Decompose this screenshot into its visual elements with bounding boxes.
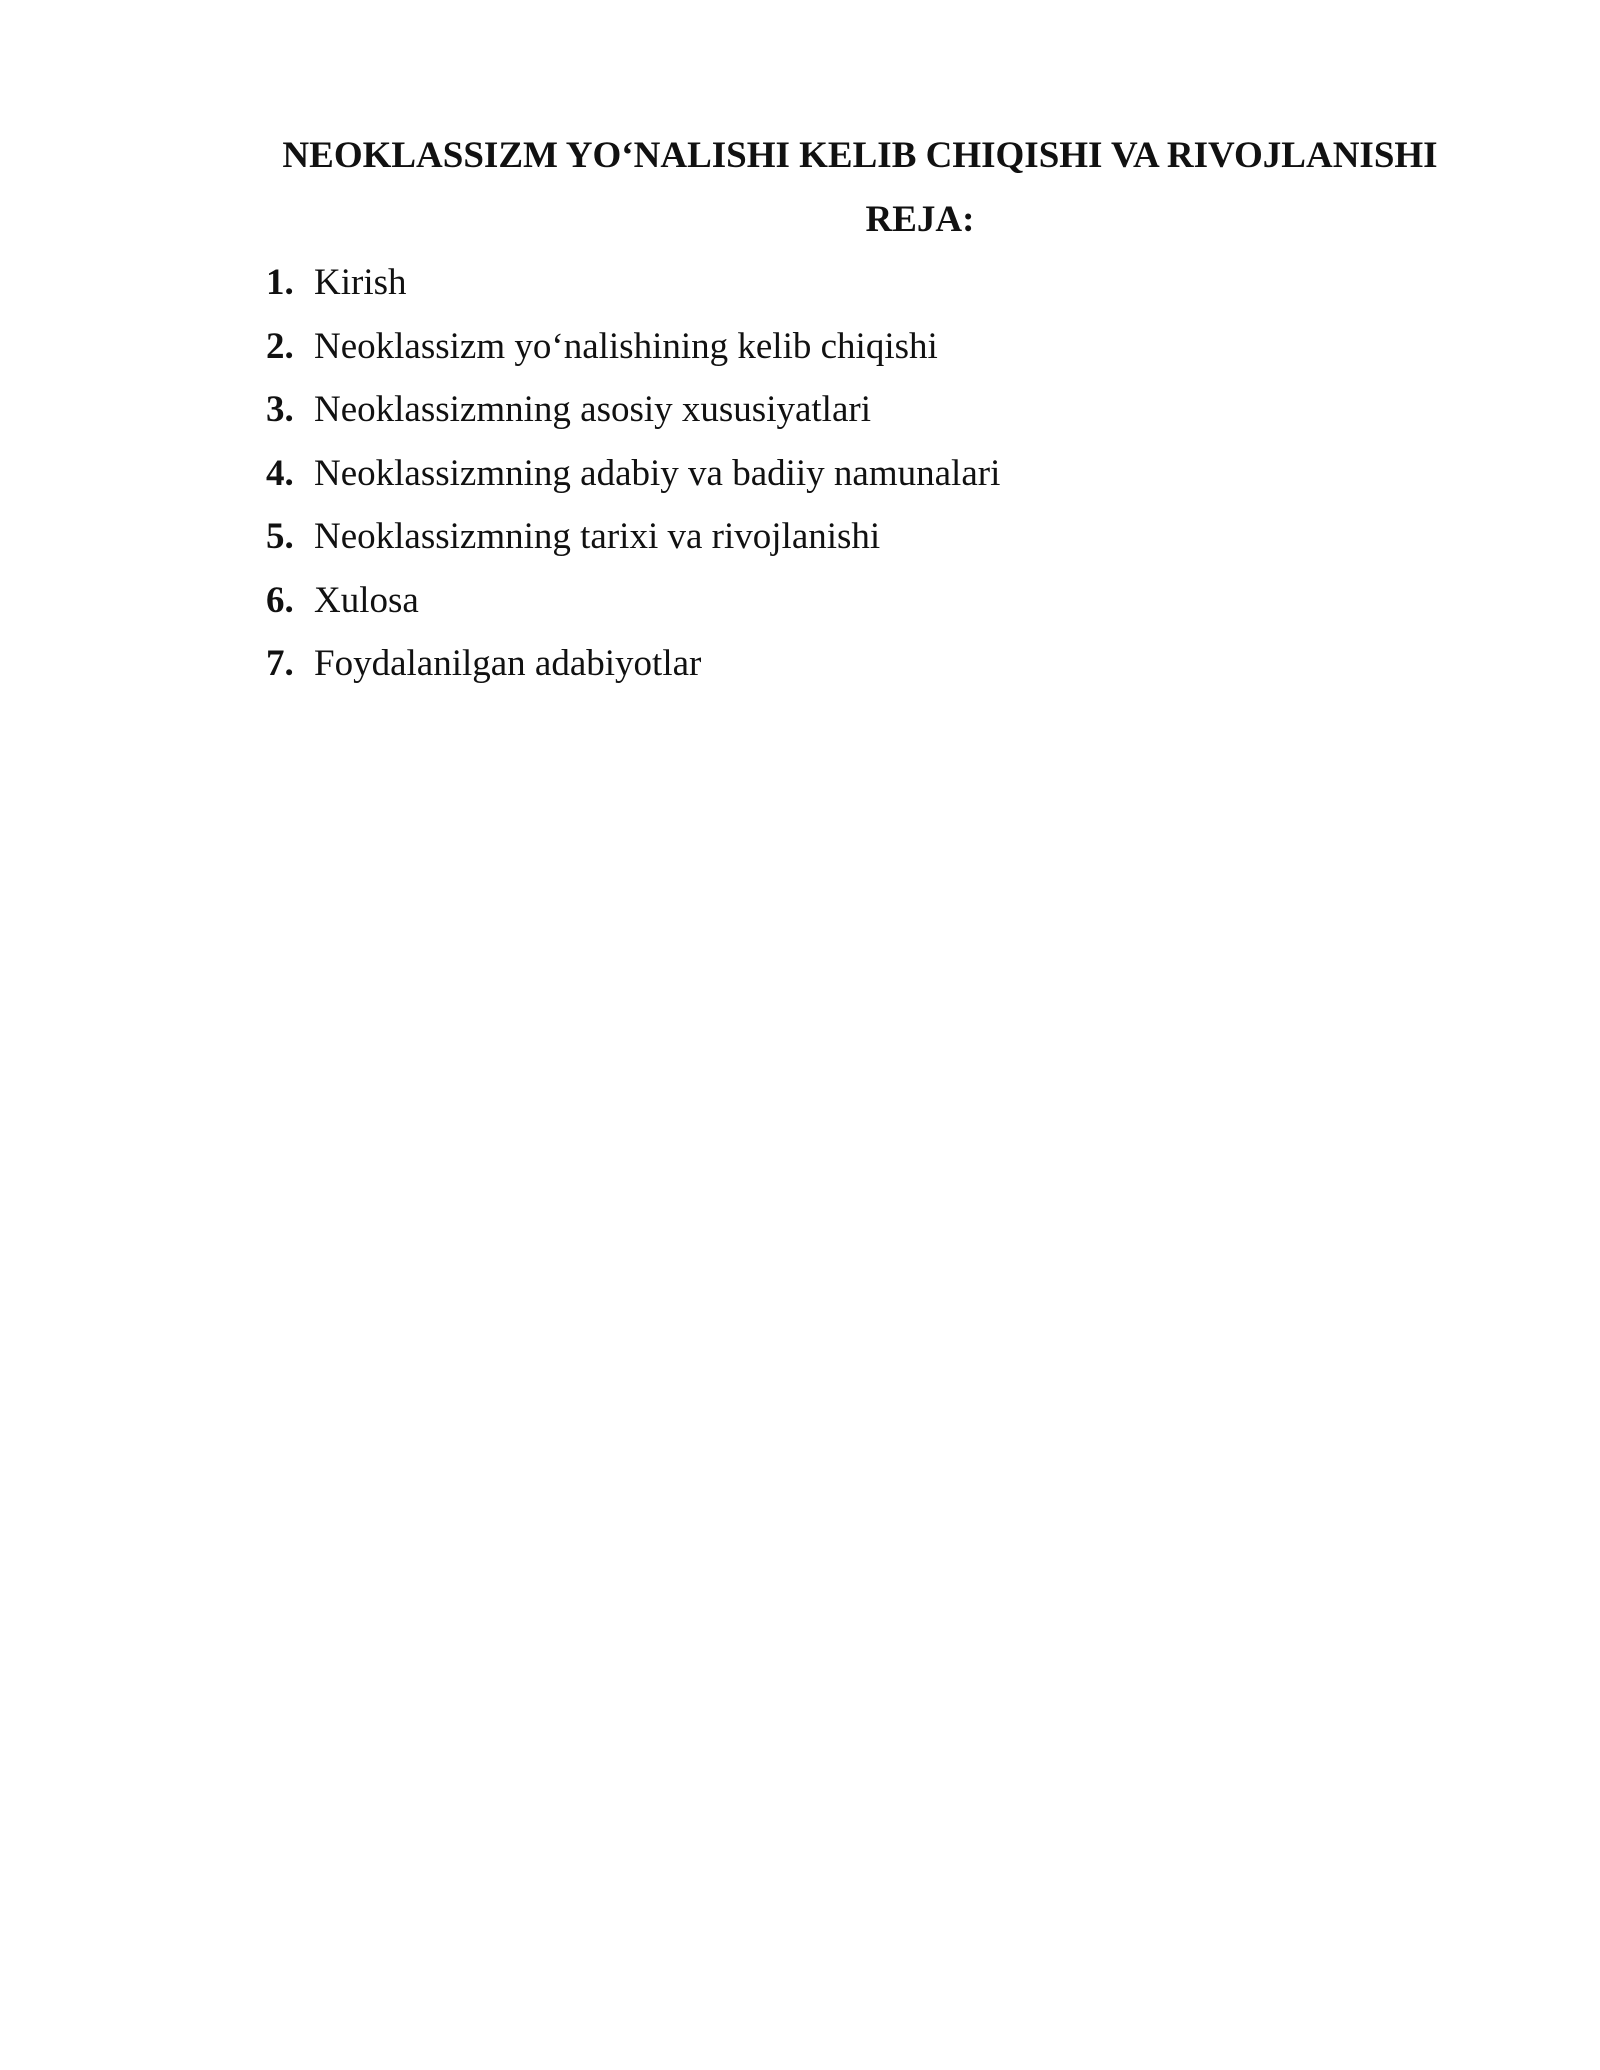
plan-item bbox=[266, 513, 1000, 577]
plan-item bbox=[266, 323, 1000, 387]
plan-item-text: Neoklassizmning asosiy xususiyatlari bbox=[314, 389, 871, 430]
plan-item-text: Neoklassizm yo‘nalishining kelib chiqishi bbox=[314, 325, 938, 367]
document-title: NEOKLASSIZM YO‘NALISHI KELIB CHIQISHI VA RIVOJLANISHI bbox=[282, 135, 1438, 176]
plan-item-text: Foydalanilgan adabiyotlar bbox=[314, 643, 702, 684]
plan-item-text: Kirish bbox=[314, 262, 407, 303]
plan-item bbox=[266, 640, 1000, 704]
plan-item-number: 2. bbox=[266, 325, 294, 367]
plan-item-text: Neoklassizmning tarixi va rivojlanishi bbox=[314, 516, 881, 557]
plan-item-number: 1. bbox=[266, 262, 294, 303]
plan-item bbox=[266, 577, 1000, 641]
plan-item-number: 5. bbox=[266, 516, 294, 557]
plan-item-text: Neoklassizmning adabiy va badiiy namunalari bbox=[314, 452, 1001, 494]
plan-item bbox=[266, 259, 1000, 323]
plan-item-number: 7. bbox=[266, 643, 294, 684]
plan-heading: REJA: bbox=[865, 199, 975, 240]
plan-item bbox=[266, 386, 1000, 450]
plan-list bbox=[266, 259, 1000, 704]
plan-item-number: 6. bbox=[266, 579, 294, 621]
plan-item-number: 3. bbox=[266, 389, 294, 430]
plan-item-number: 4. bbox=[266, 452, 294, 494]
plan-item bbox=[266, 450, 1000, 514]
plan-item-text: Xulosa bbox=[314, 579, 419, 621]
